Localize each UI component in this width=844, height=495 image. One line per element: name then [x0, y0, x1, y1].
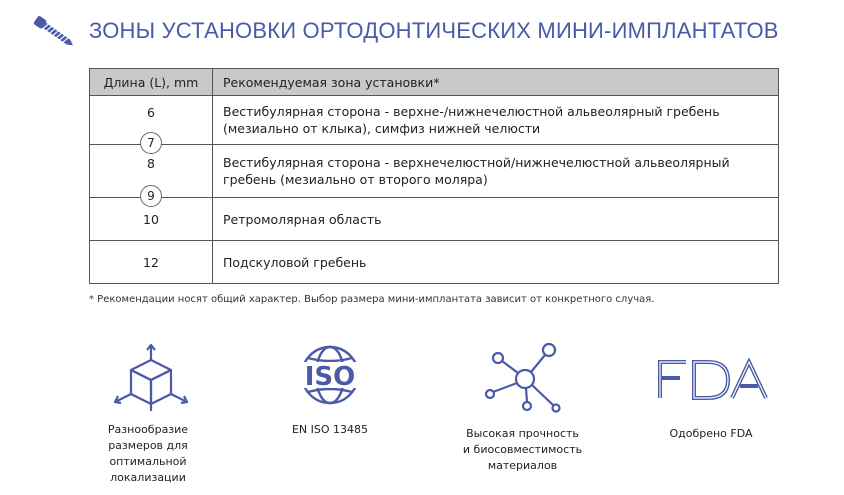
length-alt-value: 9: [140, 185, 162, 207]
header-length: Длина (L), mm: [90, 69, 213, 96]
zone-text: Ретромолярная область: [223, 211, 382, 227]
table-row: [90, 241, 779, 284]
feature-strength: [450, 342, 595, 474]
zone-text: Подскуловой гребень: [223, 254, 367, 270]
table-row: [90, 145, 779, 198]
zone-cell: [213, 96, 779, 145]
feature-size-variety: [94, 342, 202, 486]
feature-label: Одобрено FDA: [669, 427, 753, 440]
zone-cell: [213, 145, 779, 198]
zone-text: Вестибулярная сторона - верхнечелюстной/нижнечелюстной альвеолярный гребень (мезиально от второго моляра): [223, 155, 730, 187]
page-header: [30, 10, 78, 54]
feature-label: Разнообразие размеров для оптимальной локализации: [107, 423, 189, 484]
zones-table: [89, 68, 779, 284]
iso-logo-icon: [288, 342, 372, 408]
table-header-row: [90, 69, 779, 96]
feature-fda: [646, 358, 776, 442]
length-cell: [90, 96, 213, 150]
feature-label: EN ISO 13485: [291, 423, 369, 436]
length-alt-value: 7: [140, 132, 162, 154]
feature-label: Высокая прочность и биосовместимость материалов: [462, 427, 583, 472]
feature-iso: [275, 342, 385, 438]
length-value: 10: [143, 211, 159, 227]
molecule-network-icon: [478, 342, 568, 414]
table-row: [90, 198, 779, 241]
length-value: 6: [147, 105, 155, 120]
page-title: ЗОНЫ УСТАНОВКИ ОРТОДОНТИЧЕСКИХ МИНИ-ИМПЛАНТАТОВ: [89, 18, 779, 43]
zone-cell: [213, 198, 779, 241]
screw-icon: [30, 12, 78, 52]
zone-text: Вестибулярная сторона - верхне-/нижнечелюстной альвеолярный гребень (мезиально от клыка), симфиз нижней челюсти: [223, 104, 720, 136]
fda-logo-icon: [652, 358, 770, 402]
length-value: 12: [143, 254, 159, 270]
table-row: [90, 96, 779, 145]
header-zone: Рекомендуемая зона установки*: [213, 69, 779, 96]
length-cell: [90, 241, 213, 284]
length-value: 8: [147, 156, 155, 171]
cube-axes-icon: [103, 342, 193, 414]
svg-text:ISO: ISO: [304, 362, 356, 392]
zone-cell: [213, 241, 779, 284]
footnote: * Рекомендации носят общий характер. Выбор размера мини-имплантата зависит от конкретного случая.: [89, 294, 655, 305]
